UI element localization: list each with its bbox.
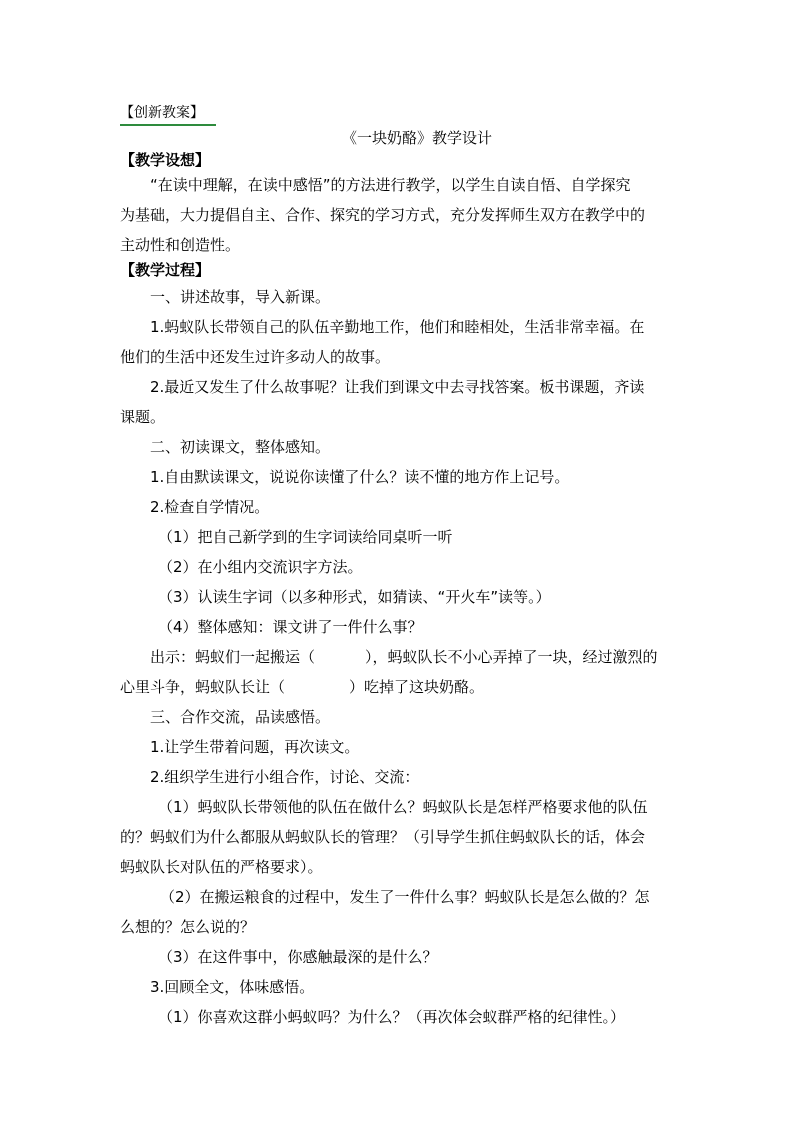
section-heading-idea: 【教学设想】	[120, 151, 211, 169]
fill-in-sentence	[120, 672, 680, 702]
paragraph-line: 蚂蚁队长对队伍的严格要求）。	[120, 858, 323, 876]
document-title: 《一块奶酪》教学设计	[341, 129, 492, 147]
paragraph-line: 1.让学生带着问题，再次读文。	[150, 738, 360, 756]
sub-item: （1）蚂蚁队长带领他的队伍在做什么？蚂蚁队长是怎样严格要求他的队伍	[158, 798, 648, 816]
sub-item: （2）在搬运粮食的过程中，发生了一件什么事？蚂蚁队长是怎么做的？怎	[160, 888, 650, 906]
fill-in-text: 出示：蚂蚁们一起搬运（	[150, 648, 316, 666]
innovation-lesson-tag: 【创新教案】	[120, 104, 216, 126]
paragraph-line: 主动性和创造性。	[120, 236, 241, 254]
sub-item: （2）在小组内交流识字方法。	[158, 558, 363, 576]
part-heading: 二、初读课文，整体感知。	[150, 438, 331, 456]
paragraph-line: 1.蚂蚁队长带领自己的队伍辛勤地工作，他们和睦相处，生活非常幸福。在	[150, 318, 645, 336]
fill-in-sentence	[120, 642, 680, 672]
fill-in-text: ）吃掉了这块奶酪。	[349, 678, 485, 696]
paragraph-line: 课题。	[120, 408, 166, 426]
sub-item: （4）整体感知：课文讲了一件什么事？	[158, 618, 423, 636]
paragraph-line: 2.最近又发生了什么故事呢？让我们到课文中去寻找答案。板书课题，齐读	[150, 378, 645, 396]
paragraph-line: 为基础，大力提倡自主、合作、探究的学习方式，充分发挥师生双方在教学中的	[120, 206, 646, 224]
paragraph-line: 的？蚂蚁们为什么都服从蚂蚁队长的管理？（引导学生抓住蚂蚁队长的话，体会	[120, 828, 646, 846]
paragraph-line: “在读中理解，在读中感悟”的方法进行教学，以学生自读自悟、自学探究	[150, 176, 631, 194]
paragraph-line: 么想的？怎么说的？	[120, 918, 256, 936]
section-heading-process: 【教学过程】	[120, 261, 211, 279]
part-heading: 一、讲述故事，导入新课。	[150, 288, 331, 306]
paragraph-line: 2.组织学生进行小组合作，讨论、交流：	[150, 768, 420, 786]
part-heading: 三、合作交流，品读感悟。	[150, 708, 331, 726]
fill-in-text: 心里斗争，蚂蚁队长让（	[120, 678, 286, 696]
sub-item: （3）在这件事中，你感触最深的是什么？	[158, 948, 438, 966]
paragraph-line: 2.检查自学情况。	[150, 498, 270, 516]
fill-in-text: ），蚂蚁队长不小心弄掉了一块，经过激烈的	[365, 648, 658, 666]
paragraph-line: 3.回顾全文，体味感悟。	[150, 978, 315, 996]
paragraph-line: 1.自由默读课文，说说你读懂了什么？读不懂的地方作上记号。	[150, 468, 570, 486]
sub-item: （1）把自己新学到的生字词读给同桌听一听	[158, 528, 453, 546]
sub-item: （1）你喜欢这群小蚂蚁吗？为什么？（再次体会蚁群严格的纪律性。）	[158, 1008, 626, 1026]
sub-item: （3）认读生字词（以多种形式，如猜读、“开火车”读等。）	[158, 588, 551, 606]
paragraph-line: 他们的生活中还发生过许多动人的故事。	[120, 348, 391, 366]
document-body	[120, 150, 680, 1032]
